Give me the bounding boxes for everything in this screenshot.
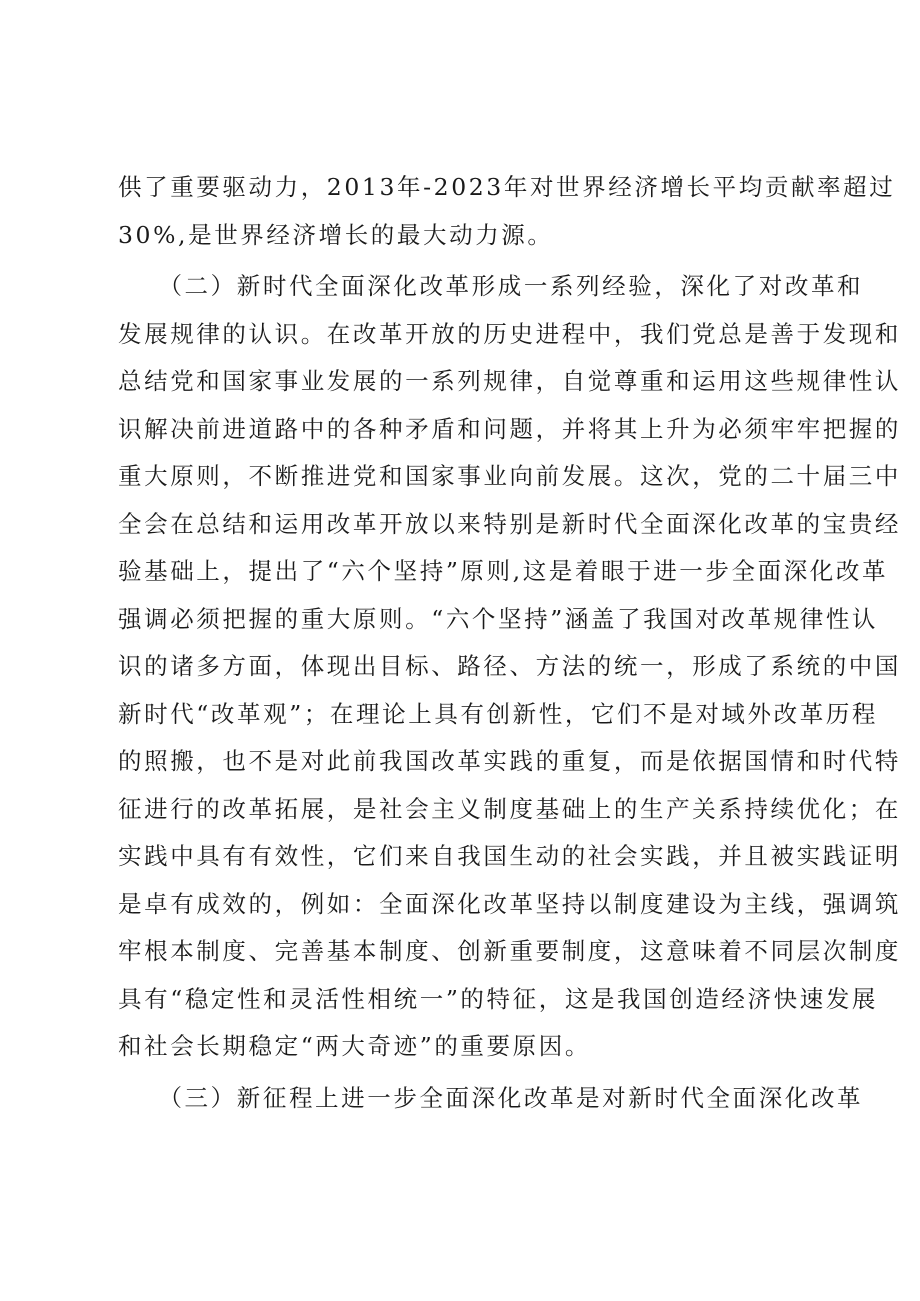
- text-line: （二）新时代全面深化改革形成一系列经验，深化了对改革和: [118, 272, 864, 300]
- text-line: 新时代“改革观”；在理论上具有创新性，它们不是对域外改革历程: [118, 699, 879, 728]
- text-line: （三）新征程上进一步全面深化改革是对新时代全面深化改革: [118, 1083, 864, 1112]
- text-line: 验基础上，提出了“六个坚持”原则,这是着眼于进一步全面深化改革: [118, 557, 889, 585]
- text-line: 实践中具有有效性，它们来自我国生动的社会实践，并且被实践证明: [118, 842, 901, 870]
- text-line: 识的诸多方面，体现出目标、路径、方法的统一，形成了系统的中国: [118, 652, 901, 680]
- text-line: 是卓有成效的，例如：全面深化改革坚持以制度建设为主线，强调筑: [118, 889, 901, 918]
- text-line: 发展规律的认识。在改革开放的历史进程中，我们党总是善于发现和: [118, 319, 901, 348]
- paragraph-2: [118, 263, 901, 1071]
- text-line: 牢根本制度、完善基本制度、创新重要制度，这意味着不同层次制度: [118, 937, 901, 965]
- text-line: 供了重要驱动力，2013年-2023年对世界经济增长平均贡献率超过: [118, 173, 896, 201]
- text-line: 全会在总结和运用改革开放以来特别是新时代全面深化改革的宝贵经: [118, 509, 901, 538]
- paragraph-1: [118, 164, 896, 259]
- text-line: 具有“稳定性和灵活性相统一”的特征，这是我国创造经济快速发展: [118, 984, 879, 1013]
- paragraph-3: [118, 1075, 864, 1123]
- text-line: 的照搬，也不是对此前我国改革实践的重复，而是依据国情和时代特: [118, 747, 901, 775]
- text-line: 识解决前进道路中的各种矛盾和问题，并将其上升为必须牢牢把握的: [118, 414, 901, 443]
- text-line: 总结党和国家事业发展的一系列规律，自觉尊重和运用这些规律性认: [118, 367, 901, 395]
- body-text: [118, 164, 901, 1122]
- text-line: 和社会长期稳定“两大奇迹”的重要原因。: [118, 1032, 591, 1060]
- text-line: 征进行的改革拓展，是社会主义制度基础上的生产关系持续优化；在: [118, 794, 901, 823]
- text-line: 强调必须把握的重大原则。“六个坚持”涵盖了我国对改革规律性认: [118, 604, 879, 633]
- text-line: 30%,是世界经济增长的最大动力源。: [118, 220, 554, 249]
- text-line: 重大原则，不断推进党和国家事业向前发展。这次，党的二十届三中: [118, 462, 901, 490]
